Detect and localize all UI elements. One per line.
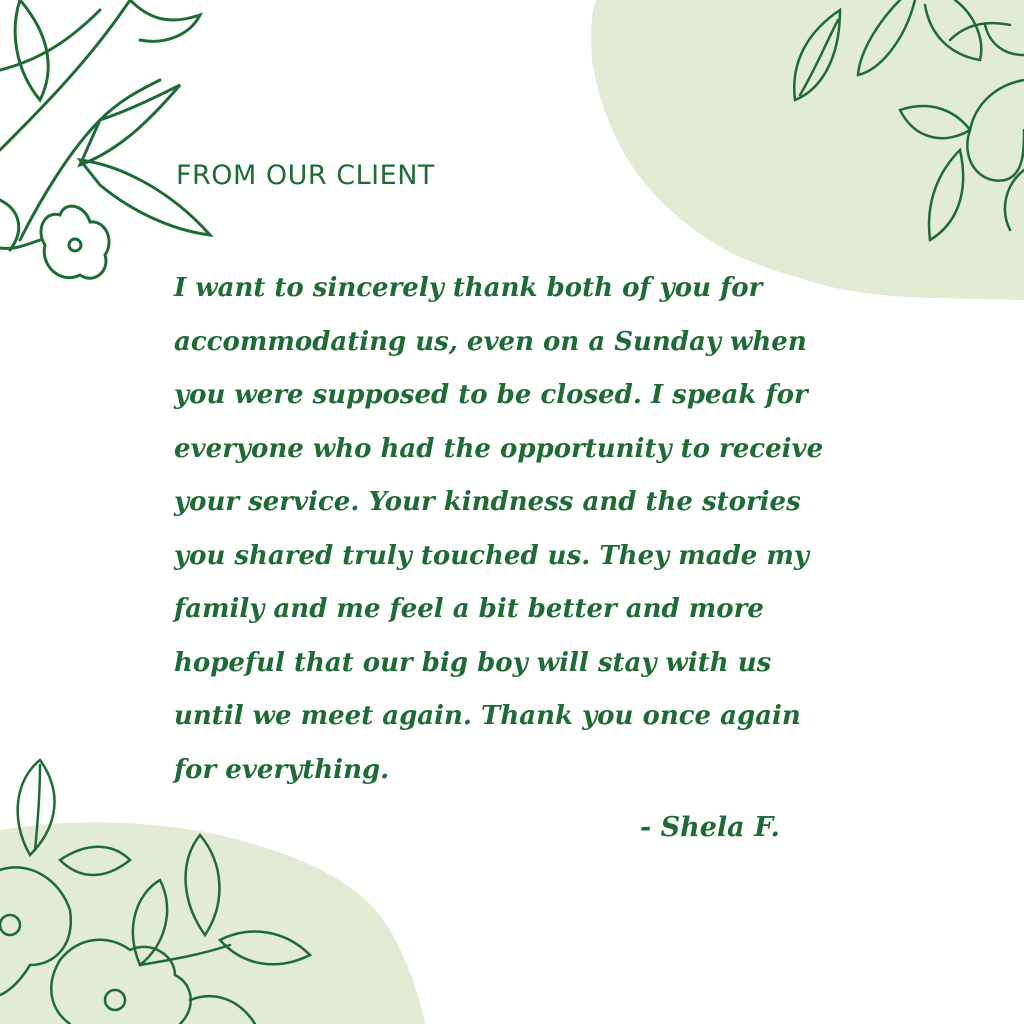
quote-line: hopeful that our big boy will stay with us	[174, 647, 772, 678]
signature: - Shela F.	[640, 812, 780, 843]
top-left-leaves-icon	[0, 0, 210, 278]
section-heading: FROM OUR CLIENT	[176, 160, 435, 191]
quote-line: accommodating us, even on a Sunday when	[174, 326, 807, 357]
quote-line: you were supposed to be closed. I speak for	[174, 380, 808, 410]
quote-line: family and me feel a bit better and more	[174, 594, 764, 624]
quote-line: I want to sincerely thank both of you for	[174, 273, 763, 303]
testimonial-quote	[174, 262, 854, 797]
quote-line: you shared truly touched us. They made my	[174, 540, 810, 571]
quote-line: until we meet again. Thank you once again	[174, 701, 801, 731]
quote-line: for everything.	[174, 754, 390, 785]
quote-line: your service. Your kindness and the stories	[174, 487, 801, 517]
quote-line: everyone who had the opportunity to receive	[174, 433, 824, 464]
